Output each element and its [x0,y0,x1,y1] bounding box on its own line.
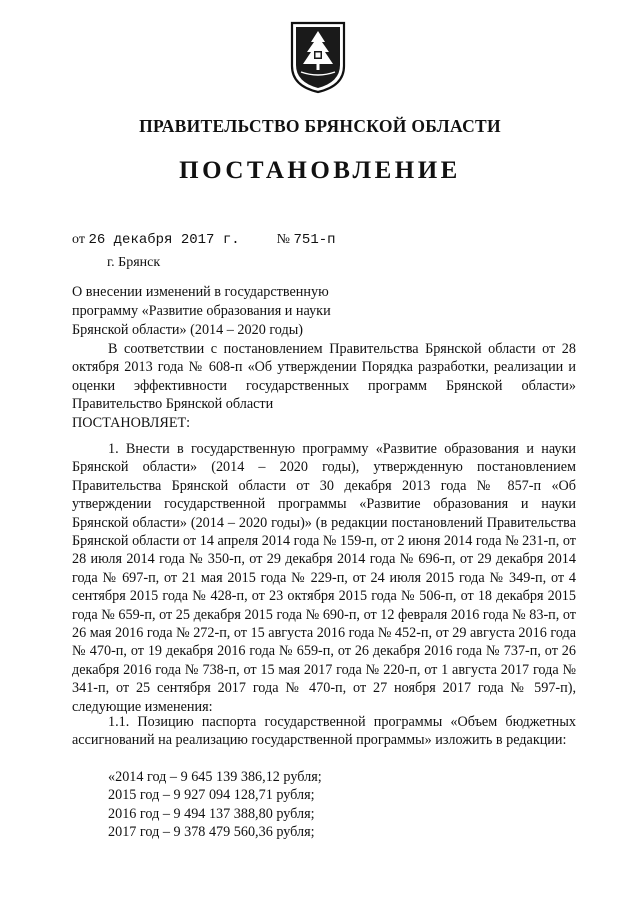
preamble-text: В соответствии с постановлением Правительства Брянской области от 28 октября 2013 года № 608-п «Об утверждении Порядка разработки, реализации и оценки эффективности государственных программ Брянской области» Правительство Брянской области [72,341,576,413]
subject-line: О внесении изменений в государственную [72,284,329,300]
subject-line: Брянской области» (2014 – 2020 годы) [72,322,303,338]
funding-line: 2015 год – 9 927 094 128,71 рубля; [108,787,315,804]
city-name: г. Брянск [107,255,161,270]
document-subject [72,283,331,340]
coat-of-arms-emblem [289,20,347,94]
from-label: от [72,232,85,247]
document-type-title: ПОСТАНОВЛЕНИЕ [179,157,461,184]
item-1-paragraph [72,440,576,716]
funding-line: «2014 год – 9 645 139 386,12 рубля; [108,769,322,785]
subject-line: программу «Развитие образования и науки [72,303,331,319]
item-1-1-paragraph [72,713,576,750]
preamble-paragraph [72,340,576,432]
funding-list [108,768,322,842]
document-date-line [72,232,336,248]
funding-line: 2017 год – 9 378 479 560,36 рубля; [108,824,315,841]
funding-line: 2016 год – 9 494 137 388,80 рубля; [108,805,315,822]
item-1-text: 1. Внести в государственную программу «Развитие образования и науки Брянской области» (2014 – 2020 годы), утвержденную постановлением Правительства Брянской области от 30 декабря 2013 года № 857-п «Об утверждении государственной программы «Развитие образования и науки Брянской области» (2014 – 2020 годы)» (в редакции постановлений Правительства Брянской области от 14 апреля 2014 года № 159-п, от 2 июня 2014 года № 231-п, от 28 июля 2014 года № 350-п, от 29 декабря 2014 года № 696-п, от 29 декабря 2014 года № 697-п, от 21 мая 2015 года № 229-п, от 24 июля 2015 года № 349-п, от 4 сентября 2015 года № 428-п, от 23 октября 2015 года № 506-п, от 18 декабря 2015 года № 659-п, от 25 декабря 2015 года № 690-п, от 12 февраля 2016 года № 83-п, от 26 мая 2016 года № 272-п, от 15 августа 2016 года № 452-п, от 29 августа 2016 года № 470-п, от 19 декабря 2016 года № 659-п, от 26 декабря 2016 года № 737-п, от 26 декабря 2016 года № 738-п, от 15 мая 2017 года № 220-п, от 1 августа 2017 года № 341-п, от 25 сентября 2017 года № 470-п, от 27 ноября 2017 года № 597-п), следующие изменения: [72,441,577,715]
document-number: 751-п [293,232,336,248]
number-label: № [276,232,291,247]
decree-word: ПОСТАНОВЛЯЕТ: [72,414,191,431]
government-title: ПРАВИТЕЛЬСТВО БРЯНСКОЙ ОБЛАСТИ [139,116,501,136]
document-date: 26 декабря 2017 г. [88,232,240,248]
item-1-1-text: 1.1. Позицию паспорта государственной программы «Объем бюджетных ассигнований на реализацию государственной программы» изложить в редакции: [72,714,576,749]
